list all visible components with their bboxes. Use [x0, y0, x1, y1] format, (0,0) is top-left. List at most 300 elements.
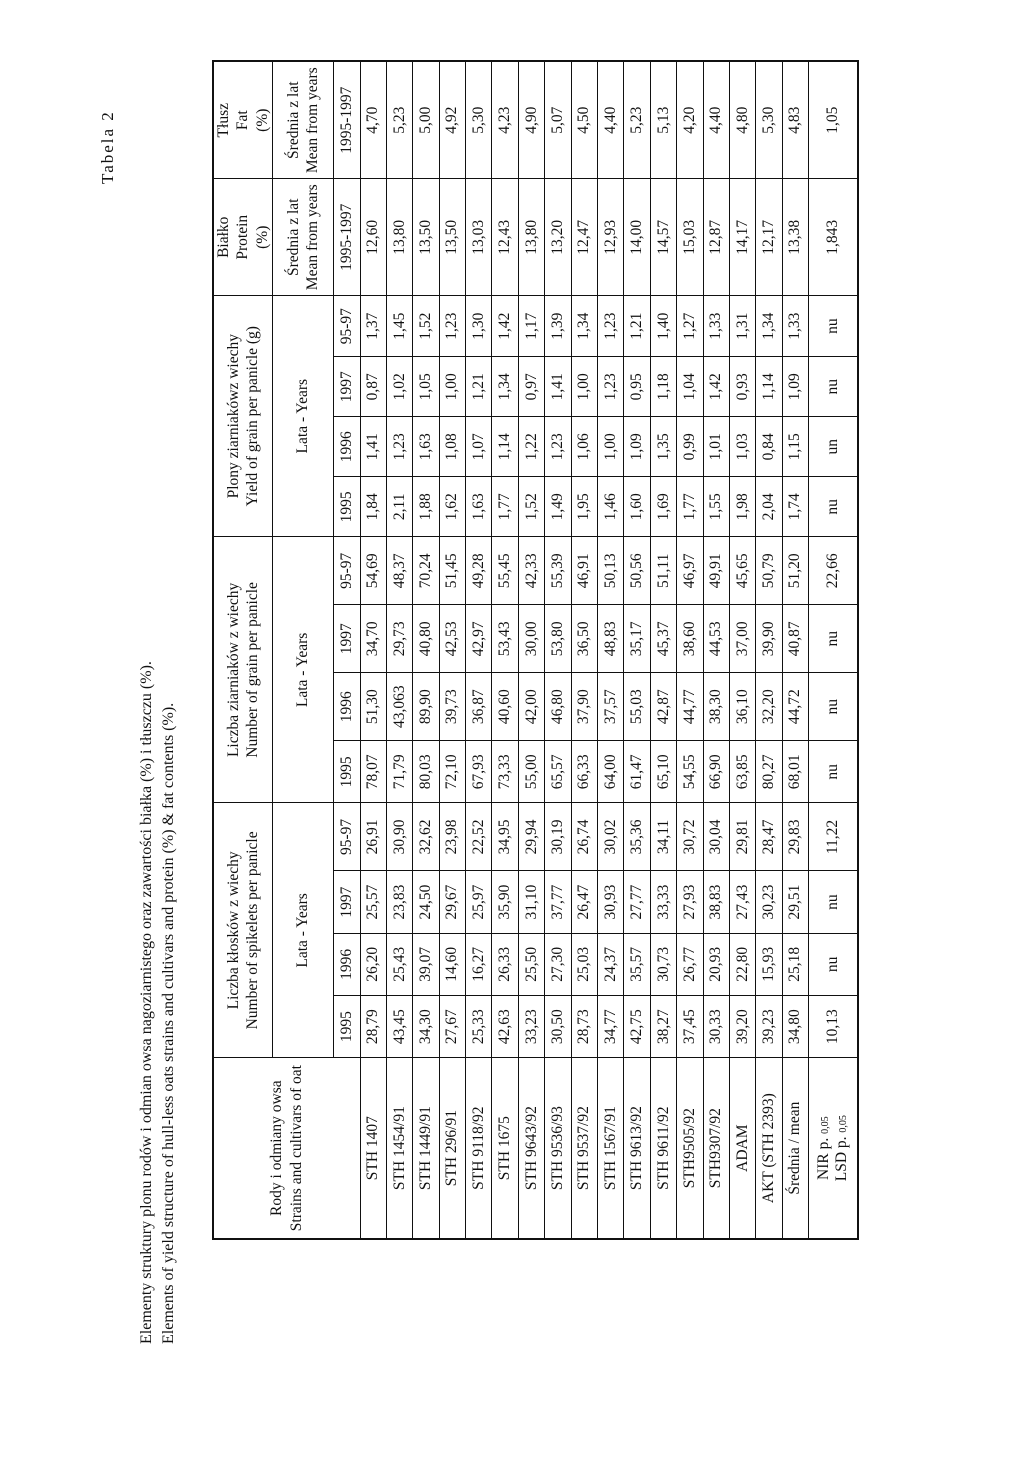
value-cell: 27,93: [677, 871, 703, 933]
lsd-row: [809, 61, 859, 1239]
value-cell: 54,69: [360, 537, 386, 605]
table-row: [466, 61, 492, 1239]
value-cell: 4,50: [571, 61, 597, 179]
lsd-value: nu: [809, 296, 859, 357]
value-cell: 1,23: [386, 417, 412, 477]
value-cell: 1,46: [598, 477, 624, 537]
value-cell: 12,87: [703, 179, 729, 296]
value-cell: 43,45: [386, 996, 412, 1058]
value-cell: 1,23: [598, 357, 624, 417]
value-cell: 1,34: [492, 357, 518, 417]
value-cell: 23,83: [386, 871, 412, 933]
value-cell: 30,93: [598, 871, 624, 933]
value-cell: 66,33: [571, 741, 597, 803]
value-cell: 32,20: [756, 673, 782, 741]
lsd-value: nu: [809, 605, 859, 673]
value-cell: 34,11: [650, 803, 676, 871]
value-cell: 34,70: [360, 605, 386, 673]
value-cell: 37,45: [677, 996, 703, 1058]
value-cell: 35,90: [492, 871, 518, 933]
value-cell: 1,33: [703, 296, 729, 357]
value-cell: 50,13: [598, 537, 624, 605]
strain-name: STH 1407: [360, 1058, 386, 1239]
value-cell: 42,97: [466, 605, 492, 673]
value-cell: 33,33: [650, 871, 676, 933]
table-row: [518, 61, 544, 1239]
value-cell: 4,92: [439, 61, 465, 179]
value-cell: 1,14: [492, 417, 518, 477]
value-cell: 27,43: [729, 871, 755, 933]
strain-name: ADAM: [729, 1058, 755, 1239]
value-cell: 0,99: [677, 417, 703, 477]
value-cell: 4,83: [782, 61, 808, 179]
value-cell: 80,03: [413, 741, 439, 803]
table-row: [703, 61, 729, 1239]
value-cell: 26,47: [571, 871, 597, 933]
value-cell: 1,45: [386, 296, 412, 357]
value-cell: 27,67: [439, 996, 465, 1058]
value-cell: 27,77: [624, 871, 650, 933]
header-spikelets: Liczba kłosków z wiechy Number of spikelets per panicle: [213, 803, 273, 1058]
lsd-value: nu: [809, 933, 859, 995]
value-cell: 42,75: [624, 996, 650, 1058]
table-row: [782, 61, 808, 1239]
value-cell: 1,07: [466, 417, 492, 477]
value-cell: 5,00: [413, 61, 439, 179]
lsd-p: 0,05: [838, 1115, 850, 1133]
lsd-value: 1,05: [809, 61, 859, 179]
value-cell: 44,77: [677, 673, 703, 741]
value-cell: 73,33: [492, 741, 518, 803]
value-cell: 30,33: [703, 996, 729, 1058]
value-cell: 13,03: [466, 179, 492, 296]
value-cell: 36,10: [729, 673, 755, 741]
value-cell: 34,30: [413, 996, 439, 1058]
year-col: 95-97: [334, 296, 360, 357]
value-cell: 0,87: [360, 357, 386, 417]
table-row: [650, 61, 676, 1239]
value-cell: 1,02: [386, 357, 412, 417]
lsd-value: 10,13: [809, 996, 859, 1058]
value-cell: 29,73: [386, 605, 412, 673]
value-cell: 78,07: [360, 741, 386, 803]
value-cell: 54,55: [677, 741, 703, 803]
value-cell: 4,23: [492, 61, 518, 179]
value-cell: 48,83: [598, 605, 624, 673]
value-cell: 1,95: [571, 477, 597, 537]
value-cell: 13,80: [518, 179, 544, 296]
value-cell: 25,33: [466, 996, 492, 1058]
value-cell: 1,22: [518, 417, 544, 477]
strain-name: STH 296/91: [439, 1058, 465, 1239]
value-cell: 1,17: [518, 296, 544, 357]
value-cell: 5,13: [650, 61, 676, 179]
value-cell: 46,91: [571, 537, 597, 605]
value-cell: 1,41: [545, 357, 571, 417]
value-cell: 1,03: [729, 417, 755, 477]
period-col: 1995-1997: [334, 61, 360, 179]
table-row: [729, 61, 755, 1239]
value-cell: 5,30: [466, 61, 492, 179]
value-cell: 25,18: [782, 933, 808, 995]
value-cell: 30,02: [598, 803, 624, 871]
header-years-spikelets: Lata - Years: [273, 803, 334, 1058]
value-cell: 38,30: [703, 673, 729, 741]
lsd-value: nu: [809, 741, 859, 803]
value-cell: 1,69: [650, 477, 676, 537]
value-cell: 45,37: [650, 605, 676, 673]
header-strains: Rody i odmiany owsa Strains and cultivars of oat: [213, 1058, 360, 1239]
value-cell: 4,90: [518, 61, 544, 179]
value-cell: 28,79: [360, 996, 386, 1058]
value-cell: 25,97: [466, 871, 492, 933]
value-cell: 30,00: [518, 605, 544, 673]
value-cell: 48,37: [386, 537, 412, 605]
value-cell: 50,79: [756, 537, 782, 605]
header-mean-protein: Średnia z lat Mean from years: [273, 179, 334, 296]
value-cell: 38,27: [650, 996, 676, 1058]
value-cell: 33,23: [518, 996, 544, 1058]
value-cell: 1,63: [466, 477, 492, 537]
strain-name: STH 9536/93: [545, 1058, 571, 1239]
lsd-value: nu: [809, 477, 859, 537]
value-cell: 1,21: [466, 357, 492, 417]
table-row: [413, 61, 439, 1239]
value-cell: 12,43: [492, 179, 518, 296]
value-cell: 39,73: [439, 673, 465, 741]
value-cell: 1,34: [756, 296, 782, 357]
value-cell: 24,50: [413, 871, 439, 933]
value-cell: 26,91: [360, 803, 386, 871]
value-cell: 20,93: [703, 933, 729, 995]
value-cell: 1,77: [492, 477, 518, 537]
year-col: 1996: [334, 673, 360, 741]
value-cell: 5,30: [756, 61, 782, 179]
value-cell: 1,00: [571, 357, 597, 417]
value-cell: 37,57: [598, 673, 624, 741]
value-cell: 45,65: [729, 537, 755, 605]
value-cell: 29,67: [439, 871, 465, 933]
strain-name: STH 9613/92: [624, 1058, 650, 1239]
year-col: 1997: [334, 605, 360, 673]
value-cell: 30,23: [756, 871, 782, 933]
value-cell: 71,79: [386, 741, 412, 803]
value-cell: 4,40: [703, 61, 729, 179]
value-cell: 35,17: [624, 605, 650, 673]
value-cell: 55,00: [518, 741, 544, 803]
table-row: [571, 61, 597, 1239]
table-row: [545, 61, 571, 1239]
strain-name: STH 1449/91: [413, 1058, 439, 1239]
value-cell: 44,53: [703, 605, 729, 673]
year-col: 95-97: [334, 803, 360, 871]
value-cell: 12,93: [598, 179, 624, 296]
value-cell: 1,04: [677, 357, 703, 417]
value-cell: 89,90: [413, 673, 439, 741]
strain-name: STH 9611/92: [650, 1058, 676, 1239]
value-cell: 68,01: [782, 741, 808, 803]
value-cell: 44,72: [782, 673, 808, 741]
value-cell: 28,73: [571, 996, 597, 1058]
value-cell: 1,62: [439, 477, 465, 537]
value-cell: 1,40: [650, 296, 676, 357]
value-cell: 1,55: [703, 477, 729, 537]
value-cell: 29,94: [518, 803, 544, 871]
lsd-value: nu: [809, 673, 859, 741]
table-row: [439, 61, 465, 1239]
value-cell: 2,11: [386, 477, 412, 537]
lsd-label: [809, 1058, 859, 1239]
value-cell: 72,10: [439, 741, 465, 803]
value-cell: 1,21: [624, 296, 650, 357]
table-label: Tabela 2: [98, 110, 117, 184]
value-cell: 40,87: [782, 605, 808, 673]
value-cell: 14,00: [624, 179, 650, 296]
value-cell: 25,03: [571, 933, 597, 995]
value-cell: 30,04: [703, 803, 729, 871]
value-cell: 30,50: [545, 996, 571, 1058]
value-cell: 1,09: [782, 357, 808, 417]
value-cell: 1,74: [782, 477, 808, 537]
value-cell: 42,33: [518, 537, 544, 605]
value-cell: 1,23: [545, 417, 571, 477]
value-cell: 0,97: [518, 357, 544, 417]
value-cell: 1,05: [413, 357, 439, 417]
value-cell: 1,84: [360, 477, 386, 537]
value-cell: 42,63: [492, 996, 518, 1058]
caption-polish: Elementy struktury plonu rodów i odmian owsa nagoziarnistego oraz zawartości białka (%) i tłuszczu (%).: [138, 661, 155, 1344]
value-cell: 16,27: [466, 933, 492, 995]
strain-name: STH9505/92: [677, 1058, 703, 1239]
value-cell: 23,98: [439, 803, 465, 871]
value-cell: 35,57: [624, 933, 650, 995]
value-cell: 66,90: [703, 741, 729, 803]
value-cell: 0,93: [729, 357, 755, 417]
value-cell: 51,11: [650, 537, 676, 605]
value-cell: 30,73: [650, 933, 676, 995]
value-cell: 1,14: [756, 357, 782, 417]
value-cell: 65,10: [650, 741, 676, 803]
value-cell: 1,23: [598, 296, 624, 357]
value-cell: 26,33: [492, 933, 518, 995]
value-cell: 43,063: [386, 673, 412, 741]
value-cell: 1,34: [571, 296, 597, 357]
value-cell: 15,93: [756, 933, 782, 995]
value-cell: 12,47: [571, 179, 597, 296]
value-cell: 26,74: [571, 803, 597, 871]
value-cell: 1,77: [677, 477, 703, 537]
value-cell: 28,47: [756, 803, 782, 871]
table-row: [360, 61, 386, 1239]
caption-english: Elements of yield structure of hull-less oats strains and cultivars and protein (%) & fat contents (%).: [160, 702, 177, 1344]
table-row: [386, 61, 412, 1239]
value-cell: 38,83: [703, 871, 729, 933]
value-cell: 38,60: [677, 605, 703, 673]
value-cell: 14,17: [729, 179, 755, 296]
value-cell: 1,52: [413, 296, 439, 357]
year-col: 1995: [334, 741, 360, 803]
value-cell: 1,39: [545, 296, 571, 357]
value-cell: 31,10: [518, 871, 544, 933]
value-cell: 35,36: [624, 803, 650, 871]
value-cell: 1,30: [466, 296, 492, 357]
header-fat: Tłusz Fat (%): [213, 61, 273, 179]
value-cell: 55,39: [545, 537, 571, 605]
value-cell: 39,07: [413, 933, 439, 995]
value-cell: 80,27: [756, 741, 782, 803]
strain-name: STH9307/92: [703, 1058, 729, 1239]
value-cell: 25,57: [360, 871, 386, 933]
value-cell: 55,45: [492, 537, 518, 605]
value-cell: 39,23: [756, 996, 782, 1058]
header-protein: Białko Protein (%): [213, 179, 273, 296]
value-cell: 5,23: [624, 61, 650, 179]
value-cell: 53,43: [492, 605, 518, 673]
value-cell: 40,60: [492, 673, 518, 741]
year-col: 1995: [334, 477, 360, 537]
value-cell: 1,42: [492, 296, 518, 357]
lsd-label-en: LSD p.: [833, 1136, 851, 1182]
value-cell: 1,42: [703, 357, 729, 417]
value-cell: 12,17: [756, 179, 782, 296]
value-cell: 1,15: [782, 417, 808, 477]
value-cell: 50,56: [624, 537, 650, 605]
value-cell: 42,00: [518, 673, 544, 741]
lsd-value: nu: [809, 871, 859, 933]
value-cell: 46,80: [545, 673, 571, 741]
year-col: 1996: [334, 933, 360, 995]
value-cell: 12,60: [360, 179, 386, 296]
value-cell: 13,50: [413, 179, 439, 296]
value-cell: 70,24: [413, 537, 439, 605]
value-cell: 1,18: [650, 357, 676, 417]
value-cell: 1,23: [439, 296, 465, 357]
value-cell: 32,62: [413, 803, 439, 871]
value-cell: 64,00: [598, 741, 624, 803]
strain-name: STH 9118/92: [466, 1058, 492, 1239]
value-cell: 14,57: [650, 179, 676, 296]
value-cell: 65,57: [545, 741, 571, 803]
value-cell: 5,23: [386, 61, 412, 179]
value-cell: 46,97: [677, 537, 703, 605]
header-years-grain-yield: Lata - Years: [273, 296, 334, 537]
value-cell: 4,20: [677, 61, 703, 179]
nir-p: 0,05: [820, 1116, 832, 1134]
lsd-value: 1,843: [809, 179, 859, 296]
value-cell: 4,70: [360, 61, 386, 179]
value-cell: 13,80: [386, 179, 412, 296]
value-cell: 29,51: [782, 871, 808, 933]
value-cell: 0,84: [756, 417, 782, 477]
value-cell: 1,00: [439, 357, 465, 417]
value-cell: 1,60: [624, 477, 650, 537]
value-cell: 1,35: [650, 417, 676, 477]
value-cell: 15,03: [677, 179, 703, 296]
nir-label: NIR p.: [815, 1137, 833, 1180]
value-cell: 25,43: [386, 933, 412, 995]
value-cell: 13,50: [439, 179, 465, 296]
value-cell: 27,30: [545, 933, 571, 995]
value-cell: 1,52: [518, 477, 544, 537]
value-cell: 51,20: [782, 537, 808, 605]
yield-structure-table: [212, 60, 859, 1240]
period-col: 1995-1997: [334, 179, 360, 296]
value-cell: 34,95: [492, 803, 518, 871]
value-cell: 5,07: [545, 61, 571, 179]
table-row: [598, 61, 624, 1239]
table-row: [677, 61, 703, 1239]
value-cell: 40,80: [413, 605, 439, 673]
header-grain-number: Liczba ziarniaków z wiechy Number of grain per panicle: [213, 537, 273, 803]
value-cell: 1,06: [571, 417, 597, 477]
value-cell: 36,87: [466, 673, 492, 741]
value-cell: 0,95: [624, 357, 650, 417]
value-cell: 1,08: [439, 417, 465, 477]
value-cell: 37,77: [545, 871, 571, 933]
value-cell: 42,53: [439, 605, 465, 673]
value-cell: 1,09: [624, 417, 650, 477]
lsd-value: nu: [809, 357, 859, 417]
value-cell: 51,30: [360, 673, 386, 741]
value-cell: 67,93: [466, 741, 492, 803]
value-cell: 42,87: [650, 673, 676, 741]
value-cell: 37,90: [571, 673, 597, 741]
year-col: 1996: [334, 417, 360, 477]
value-cell: 34,80: [782, 996, 808, 1058]
value-cell: 1,01: [703, 417, 729, 477]
value-cell: 39,90: [756, 605, 782, 673]
value-cell: 1,33: [782, 296, 808, 357]
value-cell: 39,20: [729, 996, 755, 1058]
value-cell: 61,47: [624, 741, 650, 803]
value-cell: 29,83: [782, 803, 808, 871]
strain-name: STH 9537/92: [571, 1058, 597, 1239]
value-cell: 25,50: [518, 933, 544, 995]
value-cell: 22,52: [466, 803, 492, 871]
strain-name: STH 9643/92: [518, 1058, 544, 1239]
value-cell: 49,28: [466, 537, 492, 605]
year-col: 1997: [334, 357, 360, 417]
year-col: 1995: [334, 996, 360, 1058]
value-cell: 14,60: [439, 933, 465, 995]
value-cell: 1,63: [413, 417, 439, 477]
table-row: [492, 61, 518, 1239]
table-header: [213, 61, 360, 1239]
value-cell: 26,77: [677, 933, 703, 995]
value-cell: 22,80: [729, 933, 755, 995]
value-cell: 4,80: [729, 61, 755, 179]
lsd-value: 22,66: [809, 537, 859, 605]
header-grain-yield: Plony ziarniakówz wiechy Yield of grain per panicle (g): [213, 296, 273, 537]
value-cell: 2,04: [756, 477, 782, 537]
table-body: [360, 61, 858, 1239]
value-cell: 24,37: [598, 933, 624, 995]
value-cell: 1,49: [545, 477, 571, 537]
lsd-value: 11,22: [809, 803, 859, 871]
year-col: 95-97: [334, 537, 360, 605]
value-cell: 30,90: [386, 803, 412, 871]
strain-name: STH 1567/91: [598, 1058, 624, 1239]
lsd-value: un: [809, 417, 859, 477]
value-cell: 1,41: [360, 417, 386, 477]
value-cell: 36,50: [571, 605, 597, 673]
value-cell: 13,38: [782, 179, 808, 296]
value-cell: 29,81: [729, 803, 755, 871]
value-cell: 1,88: [413, 477, 439, 537]
value-cell: 1,37: [360, 296, 386, 357]
strain-name: STH 1675: [492, 1058, 518, 1239]
value-cell: 4,40: [598, 61, 624, 179]
